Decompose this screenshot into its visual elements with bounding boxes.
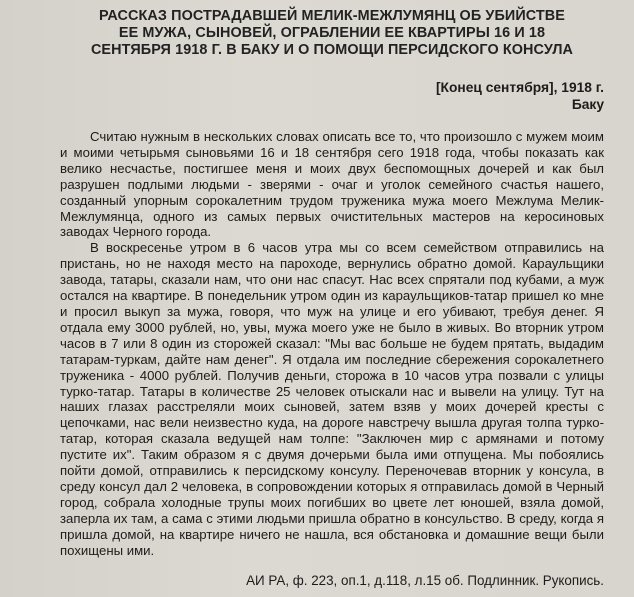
- paragraph: В воскресенье утром в 6 часов утра мы со всем семейством отправились на пристань, но не находя место на пароходе, вернулись обратно домой. Караульщики завода, татары, сказали нам, что они нас спасут. Нас всех спрятали под кубами, а муж остался на квартире. В понедельник утром один из караульщиков-татар пришел ко мне и просил выкуп за мужа, говоря, что муж на улице и его убивают, требуя денег. Я отдала ему 3000 рублей, но, увы, мужа моего уже не было в живых. Во вторник утром часов в 7 или 8 один из сторожей сказал: "Мы вас больше не будем прятать, выдадим татарам-туркам, дайте нам денег". Я отдала им последние сбережения сорокалетнего труженика - 4000 рублей. Получив деньги, сторожа в 10 часов утра позвали с улицы турко-татар. Татары в количестве 25 человек отыскали нас и вывели на улицу. Тут на наших глазах расстреляли моих сыновей, затем взяв у моих дочерей кресты с цепочками, нас вели неизвестно куда, на дороге навстречу вышла другая толпа турко-татар, которая сказала ведущей нам толпе: "Заключен мир с армянами и потому пустите их". Таким образом я с двумя дочерьми была ими отпущена. Мы побоялись пойти домой, отправились к персидскому консулу. Переночевав вторник у консула, в среду консул дал 2 человека, в сопровождении которых я отправилась домой в Черный город, собрала холодные трупы моих погибших во цвете лет юношей, взяла домой, заперла их там, а сама с этими людьми пришла обратно в консульство. В среду, когда я пришла домой, на квартире ничего не нашла, вся обстановка и домашние вещи были похищены ими.: [60, 240, 604, 558]
- paragraph: Считаю нужным в нескольких словах описать все то, что произошло с мужем моим и моими четырьмя сыновьями 16 и 18 сентября сего 1918 года, чтобы показать как велико несчастье, постигшее меня и моих двух беспомощных дочерей и как был разрушен подлыми людьми - зверями - очаг и уголок семейного счастья нашего, созданный упорным сорокалетним трудом труженика мужа моего Межлума Мелик-Межлумянца, одного из самых первых очистительных мастеров на керосиновых заводах Черного города.: [60, 129, 604, 240]
- title-line: СЕНТЯБРЯ 1918 Г. В БАКУ И О ПОМОЩИ ПЕРСИДСКОГО КОНСУЛА: [90, 42, 574, 58]
- document-title: [60, 8, 604, 59]
- document-place: Баку: [571, 97, 604, 112]
- dateline: [60, 79, 604, 113]
- document-body: [60, 129, 604, 558]
- title-line: ЕЕ МУЖА, СЫНОВЕЙ, ОГРАБЛЕНИИ ЕЕ КВАРТИРЫ 16 И 18: [118, 25, 546, 41]
- archive-source: АИ РА, ф. 223, оп.1, д.118, л.15 об. Подлинник. Рукопись.: [246, 573, 604, 589]
- document-date: [Конец сентября], 1918 г.: [435, 80, 604, 95]
- title-line: РАССКАЗ ПОСТРАДАВШЕЙ МЕЛИК-МЕЖЛУМЯНЦ ОБ УБИЙСТВЕ: [98, 8, 565, 24]
